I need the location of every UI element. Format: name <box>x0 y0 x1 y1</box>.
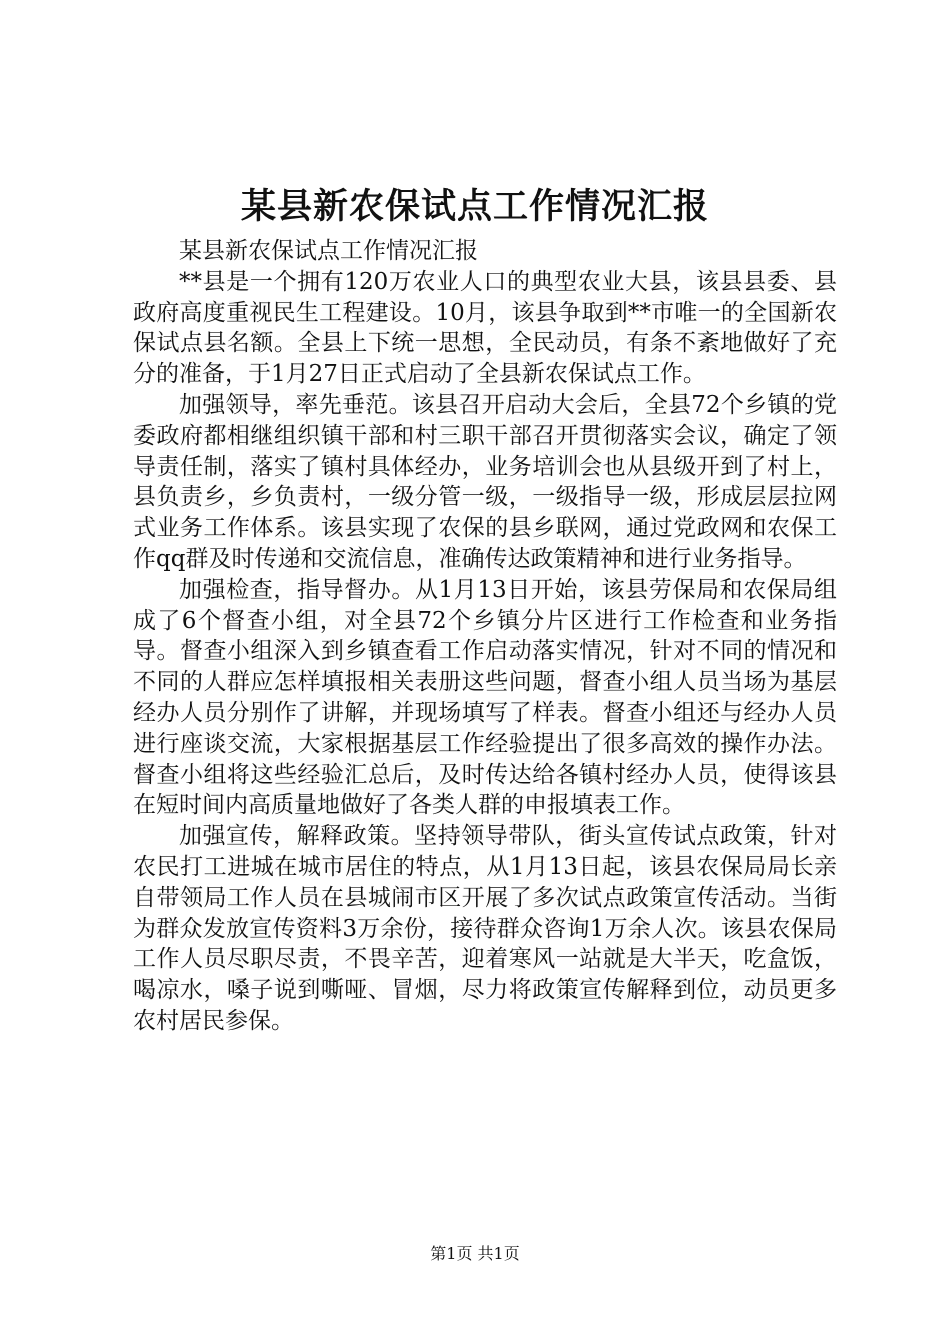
document-body <box>133 236 837 1037</box>
paragraph-intro: **县是一个拥有120万农业人口的典型农业大县，该县县委、县政府高度重视民生工程建设。10月，该县争取到**市唯一的全国新农保试点县名额。全县上下统一思想，全民动员，有条不紊地做好了充分的准备，于1月27日正式启动了全县新农保试点工作。 <box>133 268 837 388</box>
paragraph-leadership: 加强领导，率先垂范。该县召开启动大会后，全县72个乡镇的党委政府都相继组织镇干部和村三职干部召开贯彻落实会议，确定了领导责任制，落实了镇村具体经办，业务培训会也从县级开到了村上，县负责乡，乡负责村，一级分管一级，一级指导一级，形成层层拉网式业务工作体系。该县实现了农保的县乡联网，通过党政网和农保工作qq群及时传递和交流信息，准确传达政策精神和进行业务指导。 <box>133 391 837 572</box>
page-footer: 第1页 共1页 <box>430 1244 520 1263</box>
paragraph-subtitle: 某县新农保试点工作情况汇报 <box>179 238 478 264</box>
document-title: 某县新农保试点工作情况汇报 <box>240 186 709 227</box>
paragraph-inspection: 加强检查，指导督办。从1月13日开始，该县劳保局和农保局组成了6个督查小组，对全县72个乡镇分片区进行工作检查和业务指导。督查小组深入到乡镇查看工作启动落实情况，针对不同的情况和不同的人群应怎样填报相关表册这些问题，督查小组人员当场为基层经办人员分别作了讲解，并现场填写了样表。督查小组还与经办人员进行座谈交流，大家根据基层工作经验提出了很多高效的操作办法。督查小组将这些经验汇总后，及时传达给各镇村经办人员，使得该县在短时间内高质量地做好了各类人群的申报填表工作。 <box>133 576 837 819</box>
paragraph-publicity: 加强宣传，解释政策。坚持领导带队，街头宣传试点政策，针对农民打工进城在城市居住的特点，从1月13日起，该县农保局局长亲自带领局工作人员在县城闹市区开展了多次试点政策宣传活动。当街为群众发放宣传资料3万余份，接待群众咨询1万余人次。该县农保局工作人员尽职尽责，不畏辛苦，迎着寒风一站就是大半天，吃盒饭，喝凉水，嗓子说到嘶哑、冒烟，尽力将政策宣传解释到位，动员更多农村居民参保。 <box>133 823 837 1034</box>
